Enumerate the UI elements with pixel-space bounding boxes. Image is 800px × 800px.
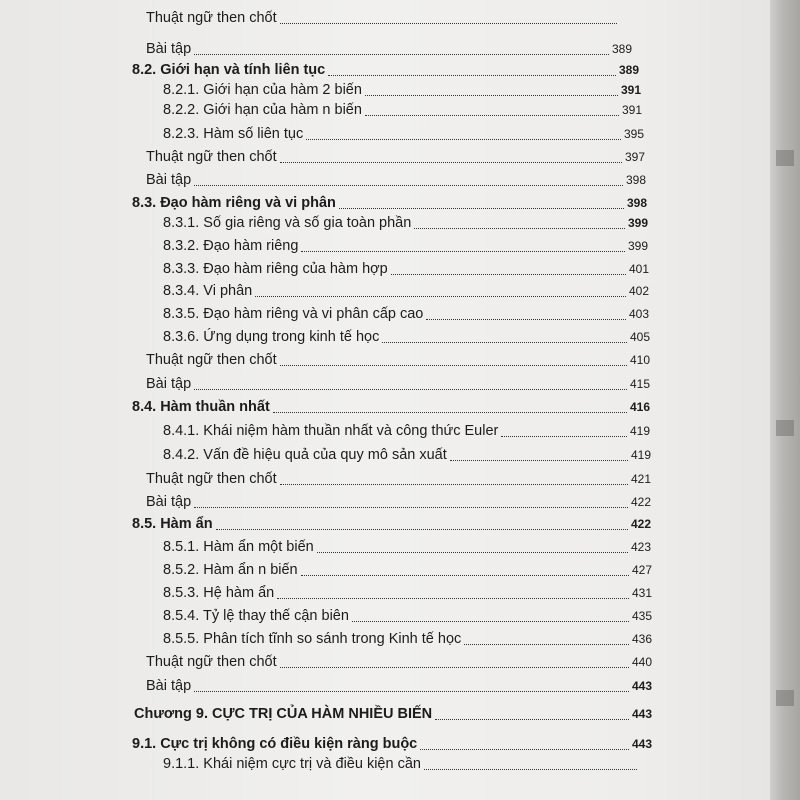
toc-entry-page: 431 (631, 586, 652, 600)
leader-dots (301, 575, 629, 576)
toc-entry-page: 410 (629, 353, 650, 367)
toc-entry-page: 405 (629, 330, 650, 344)
leader-dots (280, 667, 629, 668)
toc-entry-page: 422 (630, 517, 651, 531)
leader-dots (365, 115, 619, 116)
leader-dots (194, 54, 609, 55)
toc-entry (146, 169, 646, 191)
toc-entry-title: 8.5.1. Hàm ẩn một biến (163, 539, 314, 555)
toc-entry (163, 280, 649, 302)
toc-entry-page: 422 (630, 495, 651, 509)
leader-dots (194, 691, 629, 692)
toc-entry-title: Bài tập (146, 494, 192, 510)
toc-entry (163, 605, 652, 627)
toc-entry (163, 79, 641, 101)
binding-spine (770, 0, 800, 800)
toc-entry-page: 423 (630, 540, 651, 554)
toc-entry-page: 398 (626, 196, 647, 210)
toc-entry (132, 513, 651, 535)
leader-dots (194, 389, 627, 390)
toc-entry (132, 59, 639, 81)
leader-dots (414, 228, 625, 229)
toc-entry (146, 373, 650, 395)
toc-entry (146, 7, 620, 29)
leader-dots (280, 484, 628, 485)
leader-dots (280, 23, 617, 24)
leader-dots (382, 342, 627, 343)
toc-entry-title: 8.2.3. Hàm số liên tục (163, 126, 304, 142)
leader-dots (280, 162, 622, 163)
leader-dots (194, 507, 628, 508)
toc-entry-page: 419 (629, 424, 650, 438)
toc-entry-title: Chương 9. CỰC TRỊ CỦA HÀM NHIỀU BIẾN (134, 706, 433, 722)
toc-entry (163, 582, 652, 604)
leader-dots (255, 296, 626, 297)
leader-dots (352, 621, 629, 622)
toc-entry-title: 8.3.5. Đạo hàm riêng và vi phân cấp cao (163, 306, 424, 322)
toc-entry-page: 403 (628, 307, 649, 321)
toc-entry-page: 397 (624, 150, 645, 164)
toc-entry-title: 8.3.3. Đạo hàm riêng của hàm hợp (163, 261, 388, 277)
toc-entry-title: 8.5.4. Tỷ lệ thay thế cận biên (163, 608, 349, 624)
toc-entry (163, 258, 649, 280)
toc-entry-page: 443 (631, 679, 652, 693)
toc-entry (163, 420, 650, 442)
toc-entry-title: 8.3.1. Số gia riêng và số gia toàn phần (163, 215, 412, 231)
toc-entry-title: Bài tập (146, 41, 192, 57)
toc-entry (163, 753, 640, 775)
toc-entry (146, 146, 645, 168)
toc-entry-title: 8.5. Hàm ẩn (132, 516, 213, 532)
toc-entry-title: 8.3. Đạo hàm riêng và vi phân (132, 195, 336, 211)
toc-entry-page: 440 (631, 655, 652, 669)
leader-dots (435, 719, 629, 720)
leader-dots (306, 139, 621, 140)
toc-entry-title: 8.3.6. Ứng dụng trong kinh tế học (163, 329, 380, 345)
leader-dots (216, 529, 628, 530)
toc-entry-title: Bài tập (146, 172, 192, 188)
toc-entry (163, 99, 642, 121)
leader-dots (273, 412, 627, 413)
toc-entry (132, 192, 647, 214)
toc-entry-title: Bài tập (146, 678, 192, 694)
toc-entry (163, 628, 652, 650)
toc-entry-page: 435 (631, 609, 652, 623)
toc-entry (146, 468, 651, 490)
toc-entry (146, 651, 652, 673)
toc-entry-page: 402 (628, 284, 649, 298)
toc-entry-page: 389 (611, 42, 632, 56)
toc-entry-title: 8.3.4. Vi phân (163, 283, 253, 299)
toc-entry-title: 8.5.3. Hệ hàm ẩn (163, 585, 275, 601)
toc-entry-page: 399 (627, 216, 648, 230)
toc-entry (163, 444, 651, 466)
toc-entry-title: Thuật ngữ then chốt (146, 654, 277, 670)
toc-entry (163, 212, 648, 234)
toc-entry-title: 8.4.1. Khái niệm hàm thuần nhất và công thức Euler (163, 423, 499, 439)
toc-entry (132, 733, 652, 755)
leader-dots (501, 436, 627, 437)
toc-entry-page: 399 (627, 239, 648, 253)
leader-dots (277, 598, 629, 599)
toc-entry-page: 427 (631, 563, 652, 577)
toc-entry (146, 491, 651, 513)
toc-entry (146, 675, 652, 697)
leader-dots (420, 749, 629, 750)
toc-entry-page: 391 (620, 83, 641, 97)
leader-dots (464, 644, 629, 645)
toc-entry-title: Thuật ngữ then chốt (146, 149, 277, 165)
leader-dots (328, 75, 616, 76)
toc-entry-title: 8.5.5. Phân tích tĩnh so sánh trong Kinh tế học (163, 631, 462, 647)
toc-entry (132, 396, 650, 418)
toc-entry-page: 419 (630, 448, 651, 462)
toc-entry-title: 8.2.2. Giới hạn của hàm n biến (163, 102, 362, 118)
toc-entry (163, 235, 648, 257)
leader-dots (365, 95, 618, 96)
toc-entry-page: 443 (631, 707, 652, 721)
toc-entry (163, 326, 650, 348)
toc-entry-page: 391 (621, 103, 642, 117)
leader-dots (194, 185, 623, 186)
toc-entry-page: 395 (623, 127, 644, 141)
leader-dots (339, 208, 624, 209)
leader-dots (317, 552, 628, 553)
toc-entry-title: Thuật ngữ then chốt (146, 10, 277, 26)
toc-entry-title: Thuật ngữ then chốt (146, 352, 277, 368)
toc-entry-title: Thuật ngữ then chốt (146, 471, 277, 487)
leader-dots (391, 274, 626, 275)
toc-entry (163, 536, 651, 558)
toc-entry-page: 443 (631, 737, 652, 751)
toc-entry-title: 8.4. Hàm thuần nhất (132, 399, 270, 415)
toc-entry (146, 349, 650, 371)
toc-entry (163, 123, 644, 145)
toc-entry-page: 416 (629, 400, 650, 414)
leader-dots (426, 319, 626, 320)
toc-entry-title: 9.1.1. Khái niệm cực trị và điều kiện cần (163, 756, 421, 772)
leader-dots (424, 769, 637, 770)
toc-entry-page: 421 (630, 472, 651, 486)
leader-dots (280, 365, 627, 366)
toc-entry-title: 9.1. Cực trị không có điều kiện ràng buộc (132, 736, 418, 752)
toc-entry (146, 38, 632, 60)
toc-entry (163, 559, 652, 581)
toc-entry-title: Bài tập (146, 376, 192, 392)
toc-entry-title: 8.5.2. Hàm ẩn n biến (163, 562, 298, 578)
toc-entry-title: 8.3.2. Đạo hàm riêng (163, 238, 299, 254)
leader-dots (450, 460, 628, 461)
leader-dots (301, 251, 625, 252)
toc-entry-title: 8.2.1. Giới hạn của hàm 2 biến (163, 82, 362, 98)
toc-entry-title: 8.4.2. Vấn đề hiệu quả của quy mô sản xuất (163, 447, 447, 463)
toc-entry-title: 8.2. Giới hạn và tính liên tục (132, 62, 326, 78)
toc-entry-page: 401 (628, 262, 649, 276)
toc-entry (163, 303, 649, 325)
toc-entry-page: 436 (631, 632, 652, 646)
toc-entry (134, 703, 652, 725)
toc-entry-page: 398 (625, 173, 646, 187)
toc-entry-page: 415 (629, 377, 650, 391)
toc-entry-page: 389 (618, 63, 639, 77)
